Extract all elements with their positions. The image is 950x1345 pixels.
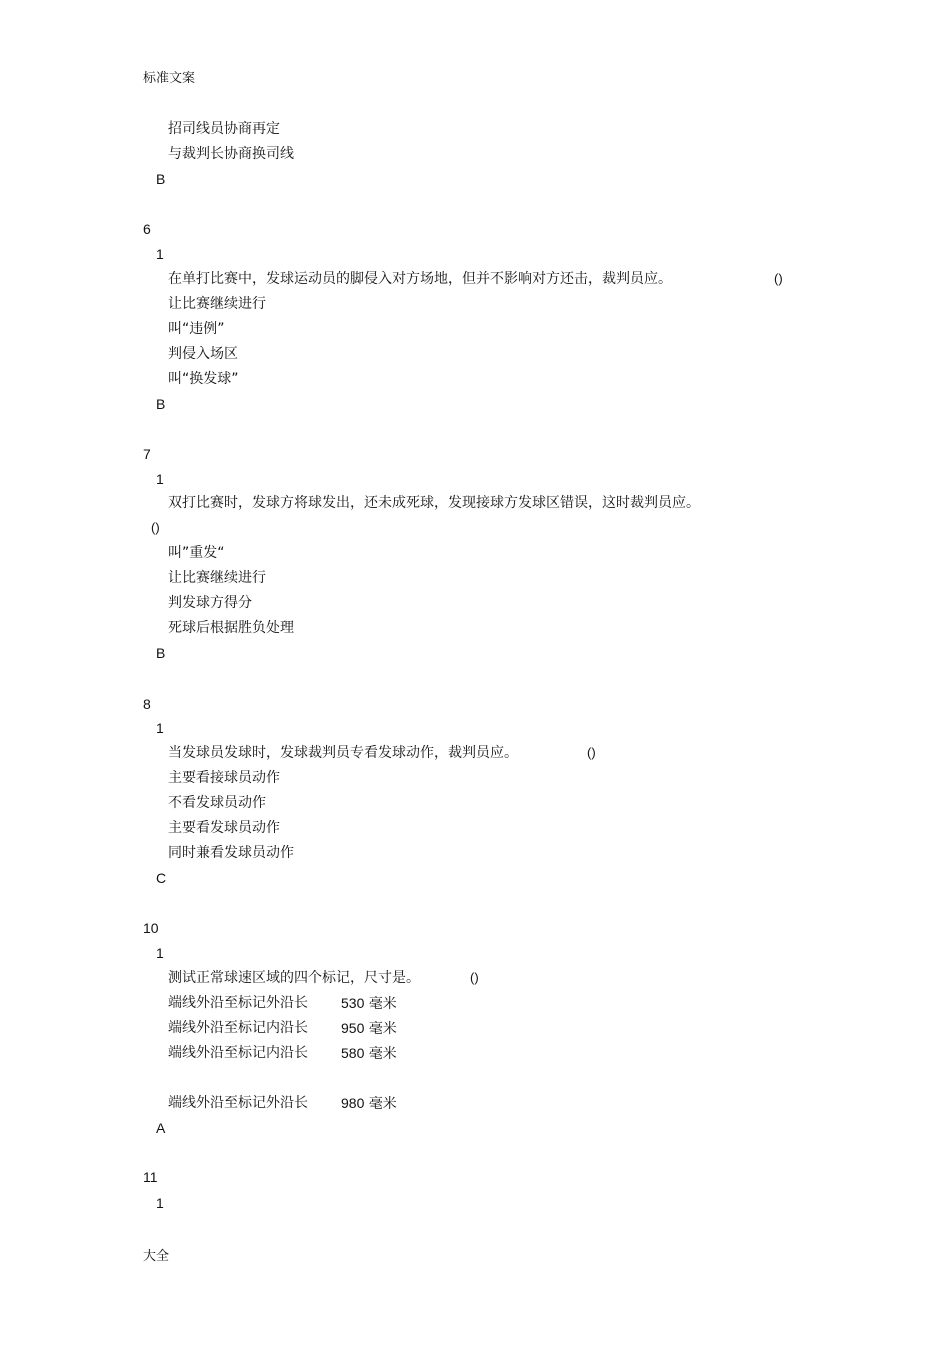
option-value: 580 [341,1045,365,1061]
answer-blank: () [151,520,160,535]
option-text: 让比赛继续进行 [168,296,266,312]
option-text: 让比赛继续进行 [168,570,266,586]
option-measure [341,1044,397,1063]
option-text: 端线外沿至标记外沿长 [168,1095,308,1111]
page-footer: 大全 [143,1249,170,1264]
option-measure [341,1094,397,1113]
option-text: 不看发球员动作 [168,795,266,811]
option-text: 端线外沿至标记外沿长 [168,995,308,1011]
question-score: 1 [156,1195,164,1211]
option-measure [341,1019,397,1038]
question-score: 1 [156,471,164,487]
answer-blank: () [587,745,596,760]
option-value: 950 [341,1020,365,1036]
option-text: 与裁判长协商换司线 [168,146,294,162]
option-text: 叫”重发“ [168,545,225,561]
question-number: 6 [143,221,151,237]
option-unit: 毫米 [368,1046,397,1062]
option-text: 主要看接球员动作 [168,770,280,786]
question-text: 双打比赛时，发球方将球发出，还未成死球，发现接球方发球区错误，这时裁判员应。 [168,495,700,511]
option-text: 叫“违例” [168,321,225,337]
page-header: 标准文案 [143,71,196,86]
option-text: 主要看发球员动作 [168,820,280,836]
question-number: 10 [143,920,159,936]
answer-label: A [156,1120,166,1136]
question-text: 当发球员发球时，发球裁判员专看发球动作，裁判员应。 [168,745,518,761]
option-unit: 毫米 [368,1021,397,1037]
option-value: 530 [341,995,365,1011]
option-text: 端线外沿至标记内沿长 [168,1045,308,1061]
question-number: 11 [143,1169,158,1185]
answer-blank: () [774,271,783,286]
question-text: 测试正常球速区域的四个标记，尺寸是。 [168,970,420,986]
option-text: 同时兼看发球员动作 [168,845,294,861]
option-measure [341,994,397,1013]
answer-label: B [156,396,166,412]
answer-label: C [156,870,167,886]
question-number: 7 [143,446,151,462]
answer-blank: () [470,970,479,985]
option-text: 端线外沿至标记内沿长 [168,1020,308,1036]
question-score: 1 [156,246,164,262]
option-value: 980 [341,1095,365,1111]
option-unit: 毫米 [368,1096,397,1112]
option-text: 判侵入场区 [168,346,238,362]
question-number: 8 [143,696,151,712]
answer-label: B [156,645,166,661]
option-text: 叫“换发球” [168,371,239,387]
question-score: 1 [156,945,164,961]
answer-label: B [156,171,166,187]
option-text: 判发球方得分 [168,595,252,611]
option-text: 死球后根据胜负处理 [168,620,294,636]
option-unit: 毫米 [368,996,397,1012]
question-text: 在单打比赛中，发球运动员的脚侵入对方场地，但并不影响对方还击，裁判员应。 [168,271,672,287]
option-text: 招司线员协商再定 [168,121,280,137]
question-score: 1 [156,720,164,736]
